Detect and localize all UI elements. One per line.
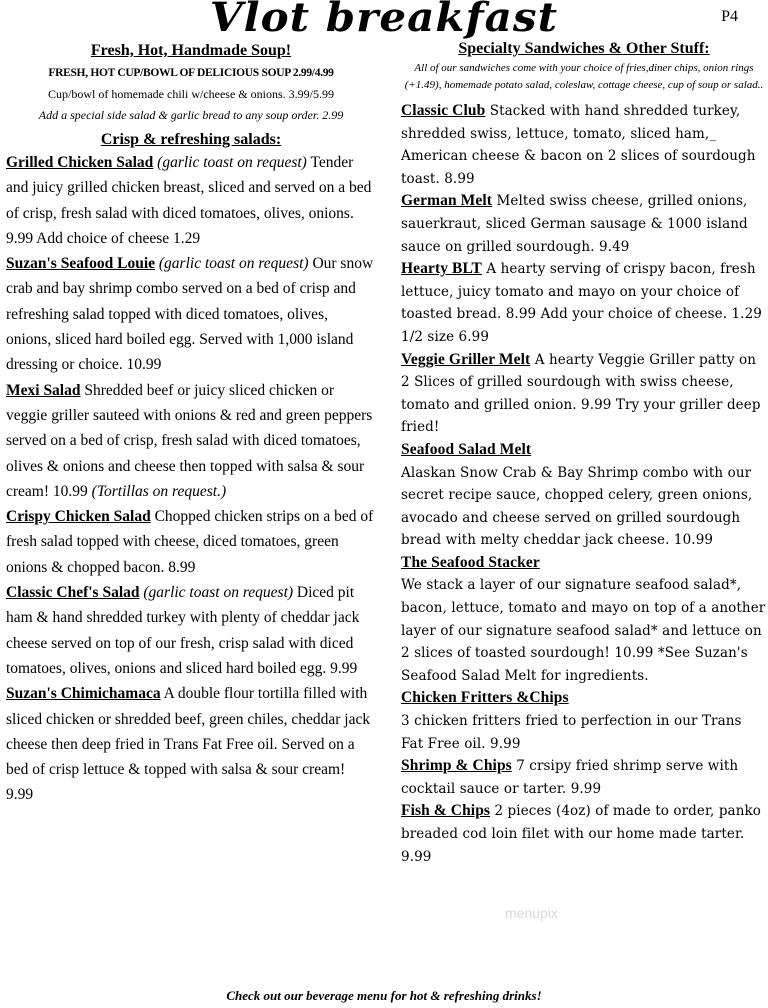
- item-desc: A double flour tortilla filled with sliced chicken or shredded beef, green chiles, cheddar jack cheese then deep fried in Trans Fat Free oil. Served on a bed of crisp lettuce & topped with salsa & sour cream! 9.99: [6, 685, 371, 804]
- item-note: (garlic toast on request): [157, 154, 307, 171]
- menu-item: [6, 251, 376, 377]
- item-desc: Melted swiss cheese, grilled onions, sauerkraut, sliced German sausage & 1000 island sauce on grilled sourdough. 9.49: [401, 193, 748, 255]
- item-name: Mexi Salad: [6, 381, 81, 399]
- item-desc: Our snow crab and bay shrimp combo served on a bed of crisp and refreshing salad topped with diced tomatoes, olives, onions, sliced hard boiled egg. Served with 1,000 island dressing or choice. 10.99: [6, 255, 374, 374]
- item-name: The Seafood Stacker: [401, 553, 540, 571]
- sandwiches-note: All of our sandwiches come with your choice of fries,diner chips, onion rings (+1.49), homemade potato salad, coleslaw, cottage cheese, cup of soup or salad..: [404, 62, 764, 91]
- menu-title: Vlot breakfast: [209, 0, 559, 41]
- menu-item: [401, 100, 767, 190]
- item-desc: Shredded beef or juicy sliced chicken or veggie griller sauteed with onions & red and green peppers served on a bed of crisp, fresh salad with diced tomatoes, olives & onions and cheese then topped with salsa & sour cream! 10.99: [6, 381, 373, 500]
- item-name: Veggie Griller Melt: [401, 350, 531, 368]
- item-note: (Tortillas on request.): [91, 482, 227, 500]
- menu-item: [6, 504, 376, 580]
- item-name: Crispy Chicken Salad: [6, 508, 151, 526]
- item-name: Chicken Fritters &Chips: [401, 689, 569, 707]
- item-note: (garlic toast on request): [158, 255, 309, 273]
- item-name: Hearty BLT: [401, 260, 482, 278]
- menu-item: [401, 190, 767, 258]
- item-note: (garlic toast on request): [143, 584, 294, 602]
- item-desc: Diced pit ham & hand shredded turkey with plenty of cheddar jack cheese served on top of our fresh, crisp salad with diced tomatoes, olives, onions and sliced hard boiled egg. 9.99: [6, 584, 360, 677]
- soup-line: Cup/bowl of homemade chili w/cheese & onions. 3.99/5.99: [48, 87, 334, 101]
- menu-item: [6, 681, 376, 807]
- page-number: P4: [721, 8, 738, 25]
- item-desc: Tender and juicy grilled chicken breast, sliced and served on a bed of crisp, fresh salad with diced tomatoes, olives, onions. 9.99 Add choice of cheese 1.29: [6, 154, 372, 247]
- item-desc: Alaskan Snow Crab & Bay Shrimp combo with our secret recipe sauce, chopped celery, green onions, avocado and cheese served on grilled sourdough bread with melty cheddar jack cheese. 10.99: [401, 464, 753, 549]
- item-desc: Stacked with hand shredded turkey, shredded swiss, lettuce, tomato, sliced ham,_ American cheese & bacon on 2 slices of sourdough toast. 8.99: [401, 103, 756, 187]
- menu-item: [401, 552, 767, 688]
- menu-item: [401, 258, 767, 348]
- item-desc: 7 crsipy fried shrimp serve with cocktail sauce or tarter. 9.99: [401, 758, 739, 797]
- item-desc: 2 pieces (4oz) of made to order, panko breaded cod loin filet with our home made tarter. 9.99: [401, 803, 762, 865]
- item-desc: 3 chicken fritters fried to perfection in our Trans Fat Free oil. 9.99: [401, 713, 742, 752]
- item-name: Fish & Chips: [401, 802, 491, 820]
- menu-item: [401, 800, 767, 868]
- menu-item: [6, 150, 376, 251]
- item-name: Grilled Chicken Salad: [6, 154, 154, 171]
- item-name: German Melt: [401, 192, 493, 210]
- item-name: Seafood Salad Melt: [401, 440, 532, 458]
- soup-line: FRESH, HOT CUP/BOWL OF DELICIOUS SOUP 2.99/4.99: [48, 67, 334, 79]
- soup-section-title: Fresh, Hot, Handmade Soup!: [90, 42, 292, 59]
- footer-note: Check out our beverage menu for hot & refreshing drinks!: [226, 988, 542, 1003]
- menu-item: [401, 755, 767, 800]
- item-desc: A hearty Veggie Griller patty on 2 Slices of grilled sourdough with swiss cheese, tomato and grilled onion. 9.99 Try your griller deep fried!: [401, 351, 761, 436]
- menu-item: [401, 687, 767, 755]
- left-column: [6, 40, 376, 808]
- item-name: Shrimp & Chips: [401, 757, 512, 775]
- item-desc: We stack a layer of our signature seafood salad*, bacon, lettuce, tomato and mayo on top of a another layer of our signature seafood salad* and lettuce on 2 slices of toasted sourdough! 10.99 *See Suzan's Seafood Salad Melt for ingredients.: [401, 577, 766, 684]
- item-name: Suzan's Chimichamaca: [6, 685, 161, 703]
- item-name: Classic Club: [401, 102, 486, 119]
- right-column: [401, 40, 767, 868]
- watermark: menupix: [505, 905, 558, 921]
- soup-line: Add a special side salad & garlic bread to any soup order. 2.99: [38, 108, 344, 122]
- menu-item: [6, 580, 376, 681]
- item-desc: A hearty serving of crispy bacon, fresh lettuce, juicy tomato and mayo on your choice of toasted bread. 8.99 Add your choice of cheese. 1.29 1/2 size 6.99: [401, 261, 762, 345]
- menu-item: [401, 349, 767, 439]
- salads-section-title: Crisp & refreshing salads:: [100, 131, 282, 148]
- menu-item: [401, 439, 767, 552]
- item-name: Classic Chef's Salad: [6, 584, 140, 602]
- item-desc: Chopped chicken strips on a bed of fresh salad topped with cheese, diced tomatoes, green onions & chopped bacon. 8.99: [6, 508, 374, 576]
- menu-item: [6, 378, 376, 504]
- sandwiches-section-title: Specialty Sandwiches & Other Stuff:: [458, 40, 710, 57]
- item-name: Suzan's Seafood Louie: [6, 255, 156, 273]
